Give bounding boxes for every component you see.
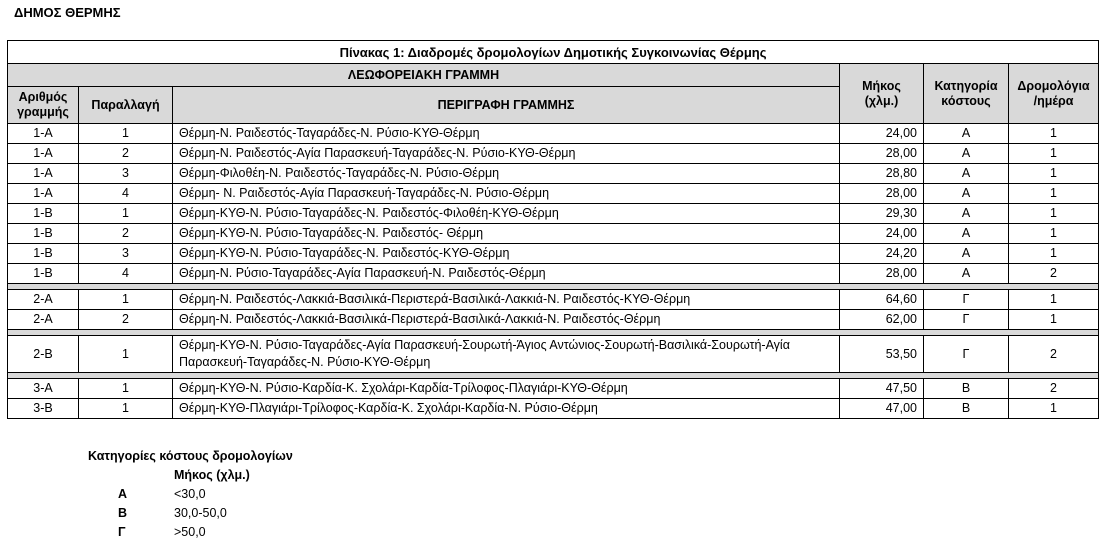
cost-category-cell: Γ <box>924 336 1009 373</box>
col-header-variant: Παραλλαγή <box>79 87 173 124</box>
description-cell: Θέρμη-Ν. Ραιδεστός-Λακκιά-Βασιλικά-Περιστερά-Βασιλικά-Λακκιά-Ν. Ραιδεστός-ΚΥΘ-Θέρμη <box>173 290 840 310</box>
description-cell: Θέρμη-ΚΥΘ-Πλαγιάρι-Τρίλοφος-Καρδία-Κ. Σχολάρι-Καρδία-Ν. Ρύσιο-Θέρμη <box>173 399 840 419</box>
col-header-cost-category: Κατηγορία κόστους <box>924 64 1009 124</box>
cost-category-cell: Β <box>924 399 1009 419</box>
description-cell: Θέρμη-Ν. Ραιδεστός-Λακκιά-Βασιλικά-Περιστερά-Βασιλικά-Λακκιά-Ν. Ραιδεστός-Θέρμη <box>173 310 840 330</box>
length-cell: 53,50 <box>840 336 924 373</box>
variant-cell: 3 <box>79 164 173 184</box>
line-number-cell: 1-Β <box>8 244 79 264</box>
legend-length-range: <30,0 <box>174 487 206 501</box>
trips-per-day-cell: 1 <box>1009 144 1099 164</box>
variant-cell: 2 <box>79 144 173 164</box>
cost-category-cell: Α <box>924 204 1009 224</box>
table-row <box>8 124 1099 144</box>
description-cell: Θέρμη-Φιλοθέη-Ν. Ραιδεστός-Ταγαράδες-Ν. Ρύσιο-Θέρμη <box>173 164 840 184</box>
trips-per-day-cell: 2 <box>1009 336 1099 373</box>
col-header-description: ΠΕΡΙΓΡΑΦΗ ΓΡΑΜΜΗΣ <box>173 87 840 124</box>
trips-per-day-cell: 1 <box>1009 290 1099 310</box>
table-row <box>8 164 1099 184</box>
table-row <box>8 310 1099 330</box>
description-cell: Θέρμη-Ν. Ρύσιο-Ταγαράδες-Αγία Παρασκευή-Ν. Ραιδεστός-Θέρμη <box>173 264 840 284</box>
trips-per-day-cell: 1 <box>1009 204 1099 224</box>
description-cell: Θέρμη-Ν. Ραιδεστός-Αγία Παρασκευή-Ταγαράδες-Ν. Ρύσιο-ΚΥΘ-Θέρμη <box>173 144 840 164</box>
col-header-line-number: Αριθμός γραμμής <box>8 87 79 124</box>
cost-category-cell: Α <box>924 184 1009 204</box>
legend-length-range: >50,0 <box>174 525 206 539</box>
variant-cell: 2 <box>79 310 173 330</box>
length-cell: 28,80 <box>840 164 924 184</box>
line-number-cell: 1-Α <box>8 184 79 204</box>
trips-per-day-cell: 1 <box>1009 124 1099 144</box>
table-row <box>8 224 1099 244</box>
description-cell: Θέρμη-ΚΥΘ-Ν. Ρύσιο-Καρδία-Κ. Σχολάρι-Καρδία-Τρίλοφος-Πλαγιάρι-ΚΥΘ-Θέρμη <box>173 379 840 399</box>
line-number-cell: 1-Α <box>8 164 79 184</box>
cost-category-cell: Α <box>924 164 1009 184</box>
legend-column-header: Μήκος (χλμ.) <box>174 468 250 482</box>
legend-category-code: Α <box>118 487 128 501</box>
variant-cell: 2 <box>79 224 173 244</box>
col-header-length: Μήκος (χλμ.) <box>840 64 924 124</box>
description-cell: Θέρμη- Ν. Ραιδεστός-Αγία Παρασκευή-Ταγαράδες-Ν. Ρύσιο-Θέρμη <box>173 184 840 204</box>
variant-cell: 1 <box>79 399 173 419</box>
variant-cell: 4 <box>79 264 173 284</box>
line-number-cell: 2-Β <box>8 336 79 373</box>
routes-table <box>7 40 1099 419</box>
cost-category-cell: Β <box>924 379 1009 399</box>
length-cell: 64,60 <box>840 290 924 310</box>
organization-title: ΔΗΜΟΣ ΘΕΡΜΗΣ <box>14 5 121 20</box>
trips-per-day-cell: 1 <box>1009 244 1099 264</box>
length-cell: 28,00 <box>840 144 924 164</box>
cost-category-legend <box>88 449 293 539</box>
line-number-cell: 3-Α <box>8 379 79 399</box>
length-cell: 28,00 <box>840 264 924 284</box>
line-number-cell: 3-Β <box>8 399 79 419</box>
variant-cell: 3 <box>79 244 173 264</box>
length-cell: 28,00 <box>840 184 924 204</box>
line-number-cell: 2-Α <box>8 290 79 310</box>
length-cell: 24,20 <box>840 244 924 264</box>
cost-category-cell: Α <box>924 124 1009 144</box>
cost-category-cell: Γ <box>924 310 1009 330</box>
line-number-cell: 1-Β <box>8 264 79 284</box>
col-header-trips-per-day: Δρομολόγια /ημέρα <box>1009 64 1099 124</box>
group-header: ΛΕΩΦΟΡΕΙΑΚΗ ΓΡΑΜΜΗ <box>8 64 840 87</box>
description-cell: Θέρμη-ΚΥΘ-Ν. Ρύσιο-Ταγαράδες-Ν. Ραιδεστός-Φιλοθέη-ΚΥΘ-Θέρμη <box>173 204 840 224</box>
cost-category-cell: Γ <box>924 290 1009 310</box>
trips-per-day-cell: 1 <box>1009 224 1099 244</box>
legend-length-range: 30,0-50,0 <box>174 506 227 520</box>
description-cell: Θέρμη-Ν. Ραιδεστός-Ταγαράδες-Ν. Ρύσιο-ΚΥΘ-Θέρμη <box>173 124 840 144</box>
variant-cell: 4 <box>79 184 173 204</box>
table-title: Πίνακας 1: Διαδρομές δρομολογίων Δημοτικής Συγκοινωνίας Θέρμης <box>8 41 1099 64</box>
length-cell: 47,50 <box>840 379 924 399</box>
trips-per-day-cell: 1 <box>1009 184 1099 204</box>
trips-per-day-cell: 1 <box>1009 399 1099 419</box>
trips-per-day-cell: 2 <box>1009 264 1099 284</box>
length-cell: 62,00 <box>840 310 924 330</box>
length-cell: 24,00 <box>840 124 924 144</box>
cost-category-cell: Α <box>924 144 1009 164</box>
table-row <box>8 264 1099 284</box>
trips-per-day-cell: 2 <box>1009 379 1099 399</box>
table-row <box>8 244 1099 264</box>
description-cell: Θέρμη-ΚΥΘ-Ν. Ρύσιο-Ταγαράδες-Αγία Παρασκευή-Σουρωτή-Άγιος Αντώνιος-Σουρωτή-Βασιλικά-Σουρωτή-Αγία Παρασκευή-Ταγαράδες-Ν. Ρύσιο-ΚΥΘ-Θέρμη <box>173 336 840 373</box>
cost-category-cell: Α <box>924 244 1009 264</box>
table-row <box>8 144 1099 164</box>
legend-category-code: Γ <box>118 525 126 539</box>
cost-category-cell: Α <box>924 264 1009 284</box>
variant-cell: 1 <box>79 204 173 224</box>
variant-cell: 1 <box>79 124 173 144</box>
legend-title: Κατηγορίες κόστους δρομολογίων <box>88 449 293 463</box>
trips-per-day-cell: 1 <box>1009 164 1099 184</box>
legend-category-code: Β <box>118 506 128 520</box>
variant-cell: 1 <box>79 290 173 310</box>
table-row <box>8 336 1099 373</box>
cost-category-cell: Α <box>924 224 1009 244</box>
line-number-cell: 1-Β <box>8 224 79 244</box>
length-cell: 29,30 <box>840 204 924 224</box>
line-number-cell: 1-Α <box>8 144 79 164</box>
table-row <box>8 204 1099 224</box>
length-cell: 47,00 <box>840 399 924 419</box>
variant-cell: 1 <box>79 379 173 399</box>
table-row <box>8 399 1099 419</box>
variant-cell: 1 <box>79 336 173 373</box>
line-number-cell: 1-Β <box>8 204 79 224</box>
trips-per-day-cell: 1 <box>1009 310 1099 330</box>
table-row <box>8 184 1099 204</box>
description-cell: Θέρμη-ΚΥΘ-Ν. Ρύσιο-Ταγαράδες-Ν. Ραιδεστός- Θέρμη <box>173 224 840 244</box>
table-row <box>8 290 1099 310</box>
description-cell: Θέρμη-ΚΥΘ-Ν. Ρύσιο-Ταγαράδες-Ν. Ραιδεστός-ΚΥΘ-Θέρμη <box>173 244 840 264</box>
line-number-cell: 1-Α <box>8 124 79 144</box>
length-cell: 24,00 <box>840 224 924 244</box>
line-number-cell: 2-Α <box>8 310 79 330</box>
table-row <box>8 379 1099 399</box>
